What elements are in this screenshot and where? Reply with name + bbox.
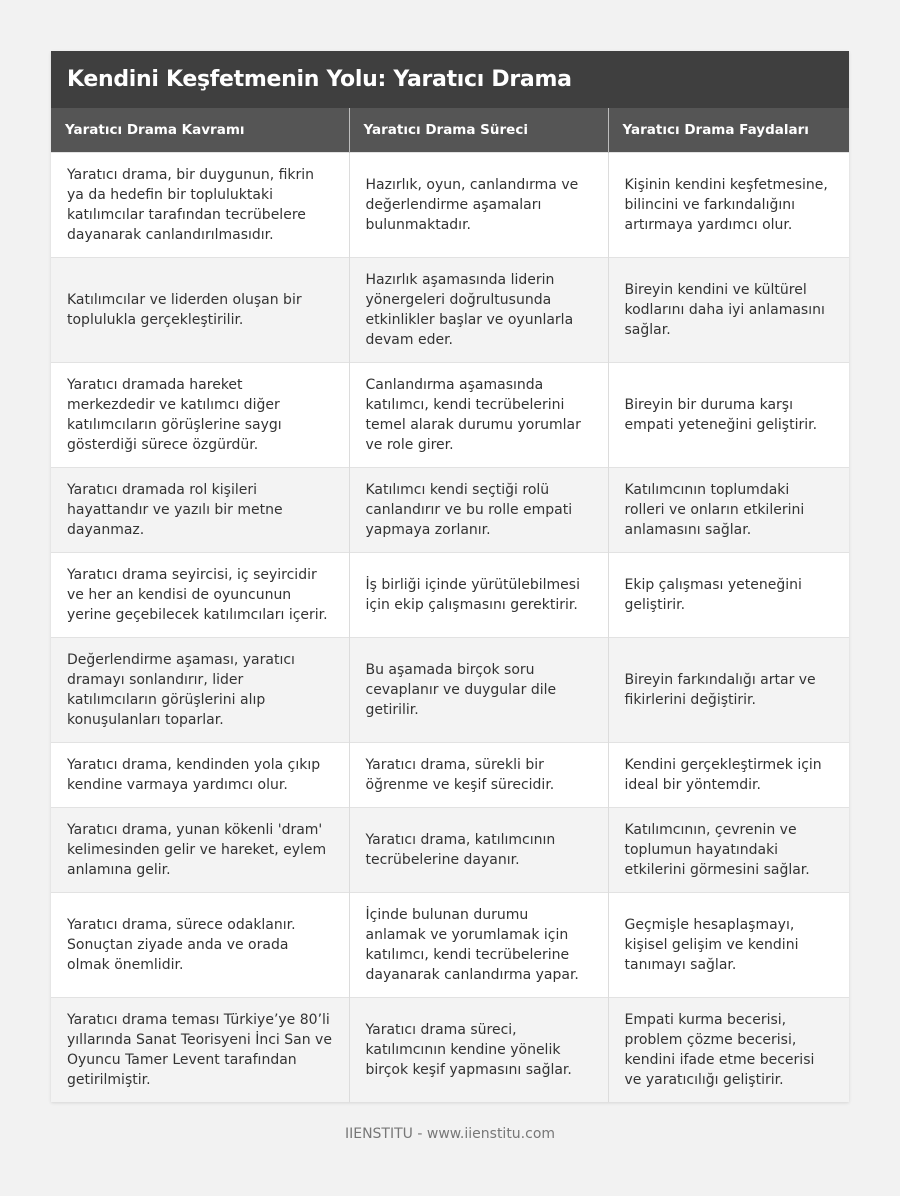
table-card [51, 51, 849, 1102]
table-cell: Yaratıcı drama süreci, katılımcının kendine yönelik birçok keşif yapmasını sağlar. [349, 997, 608, 1102]
table-cell: Katılımcının, çevrenin ve toplumun hayatındaki etkilerini görmesini sağlar. [608, 807, 849, 892]
table-row [51, 997, 849, 1102]
table-row [51, 892, 849, 997]
table-row [51, 467, 849, 552]
table-cell: Yaratıcı drama, bir duygunun, fikrin ya da hedefin bir topluluktaki katılımcılar tarafından tecrübelere dayanarak canlandırılmasıdır. [51, 152, 349, 257]
table-header-row [51, 108, 849, 152]
table-cell: Kişinin kendini keşfetmesine, bilincini ve farkındalığını artırmaya yardımcı olur. [608, 152, 849, 257]
table-row [51, 152, 849, 257]
table-cell: Yaratıcı drama seyircisi, iç seyircidir ve her an kendisi de oyuncunun yerine geçebilecek katılımcıları içerir. [51, 552, 349, 637]
column-header-process: Yaratıcı Drama Süreci [349, 108, 608, 152]
table-cell: Bu aşamada birçok soru cevaplanır ve duygular dile getirilir. [349, 637, 608, 742]
table-cell: Yaratıcı dramada rol kişileri hayattandır ve yazılı bir metne dayanmaz. [51, 467, 349, 552]
table-cell: Yaratıcı drama, sürekli bir öğrenme ve keşif sürecidir. [349, 742, 608, 807]
table-cell: Yaratıcı drama, kendinden yola çıkıp kendine varmaya yardımcı olur. [51, 742, 349, 807]
table-cell: Katılımcının toplumdaki rolleri ve onların etkilerini anlamasını sağlar. [608, 467, 849, 552]
page-title: Kendini Keşfetmenin Yolu: Yaratıcı Drama [51, 51, 849, 108]
table-cell: Yaratıcı drama, yunan kökenli 'dram' kelimesinden gelir ve hareket, eylem anlamına gelir. [51, 807, 349, 892]
table-cell: Kendini gerçekleştirmek için ideal bir yöntemdir. [608, 742, 849, 807]
table-cell: Yaratıcı drama, katılımcının tecrübelerine dayanır. [349, 807, 608, 892]
table-cell: Hazırlık aşamasında liderin yönergeleri doğrultusunda etkinlikler başlar ve oyunlarla devam eder. [349, 257, 608, 362]
table-cell: İş birliği içinde yürütülebilmesi için ekip çalışmasını gerektirir. [349, 552, 608, 637]
table-cell: Yaratıcı drama, sürece odaklanır. Sonuçtan ziyade anda ve orada olmak önemlidir. [51, 892, 349, 997]
table-cell: Katılımcı kendi seçtiği rolü canlandırır ve bu rolle empati yapmaya zorlanır. [349, 467, 608, 552]
column-header-benefits: Yaratıcı Drama Faydaları [608, 108, 849, 152]
data-table [51, 108, 849, 1102]
table-cell: İçinde bulunan durumu anlamak ve yorumlamak için katılımcı, kendi tecrübelerine dayanarak canlandırma yapar. [349, 892, 608, 997]
table-cell: Yaratıcı dramada hareket merkezdedir ve katılımcı diğer katılımcıların görüşlerine saygı gösterdiği sürece özgürdür. [51, 362, 349, 467]
table-row [51, 552, 849, 637]
table-cell: Bireyin bir duruma karşı empati yeteneğini geliştirir. [608, 362, 849, 467]
table-cell: Bireyin farkındalığı artar ve fikirlerini değiştirir. [608, 637, 849, 742]
table-cell: Geçmişle hesaplaşmayı, kişisel gelişim ve kendini tanımayı sağlar. [608, 892, 849, 997]
table-cell: Bireyin kendini ve kültürel kodlarını daha iyi anlamasını sağlar. [608, 257, 849, 362]
table-cell: Katılımcılar ve liderden oluşan bir toplulukla gerçekleştirilir. [51, 257, 349, 362]
table-cell: Ekip çalışması yeteneğini geliştirir. [608, 552, 849, 637]
table-cell: Hazırlık, oyun, canlandırma ve değerlendirme aşamaları bulunmaktadır. [349, 152, 608, 257]
table-cell: Canlandırma aşamasında katılımcı, kendi tecrübelerini temel alarak durumu yorumlar ve role girer. [349, 362, 608, 467]
column-header-concept: Yaratıcı Drama Kavramı [51, 108, 349, 152]
table-row [51, 362, 849, 467]
table-row [51, 807, 849, 892]
table-row [51, 257, 849, 362]
table-row [51, 742, 849, 807]
footer-credit: IIENSTITU - www.iienstitu.com [344, 1126, 556, 1142]
table-cell: Yaratıcı drama teması Türkiye’ye 80’li yıllarında Sanat Teorisyeni İnci San ve Oyuncu Tamer Levent tarafından getirilmiştir. [51, 997, 349, 1102]
table-cell: Empati kurma becerisi, problem çözme becerisi, kendini ifade etme becerisi ve yaratıcılığı geliştirir. [608, 997, 849, 1102]
table-cell: Değerlendirme aşaması, yaratıcı dramayı sonlandırır, lider katılımcıların görüşlerini alıp konuşulanları toparlar. [51, 637, 349, 742]
table-row [51, 637, 849, 742]
